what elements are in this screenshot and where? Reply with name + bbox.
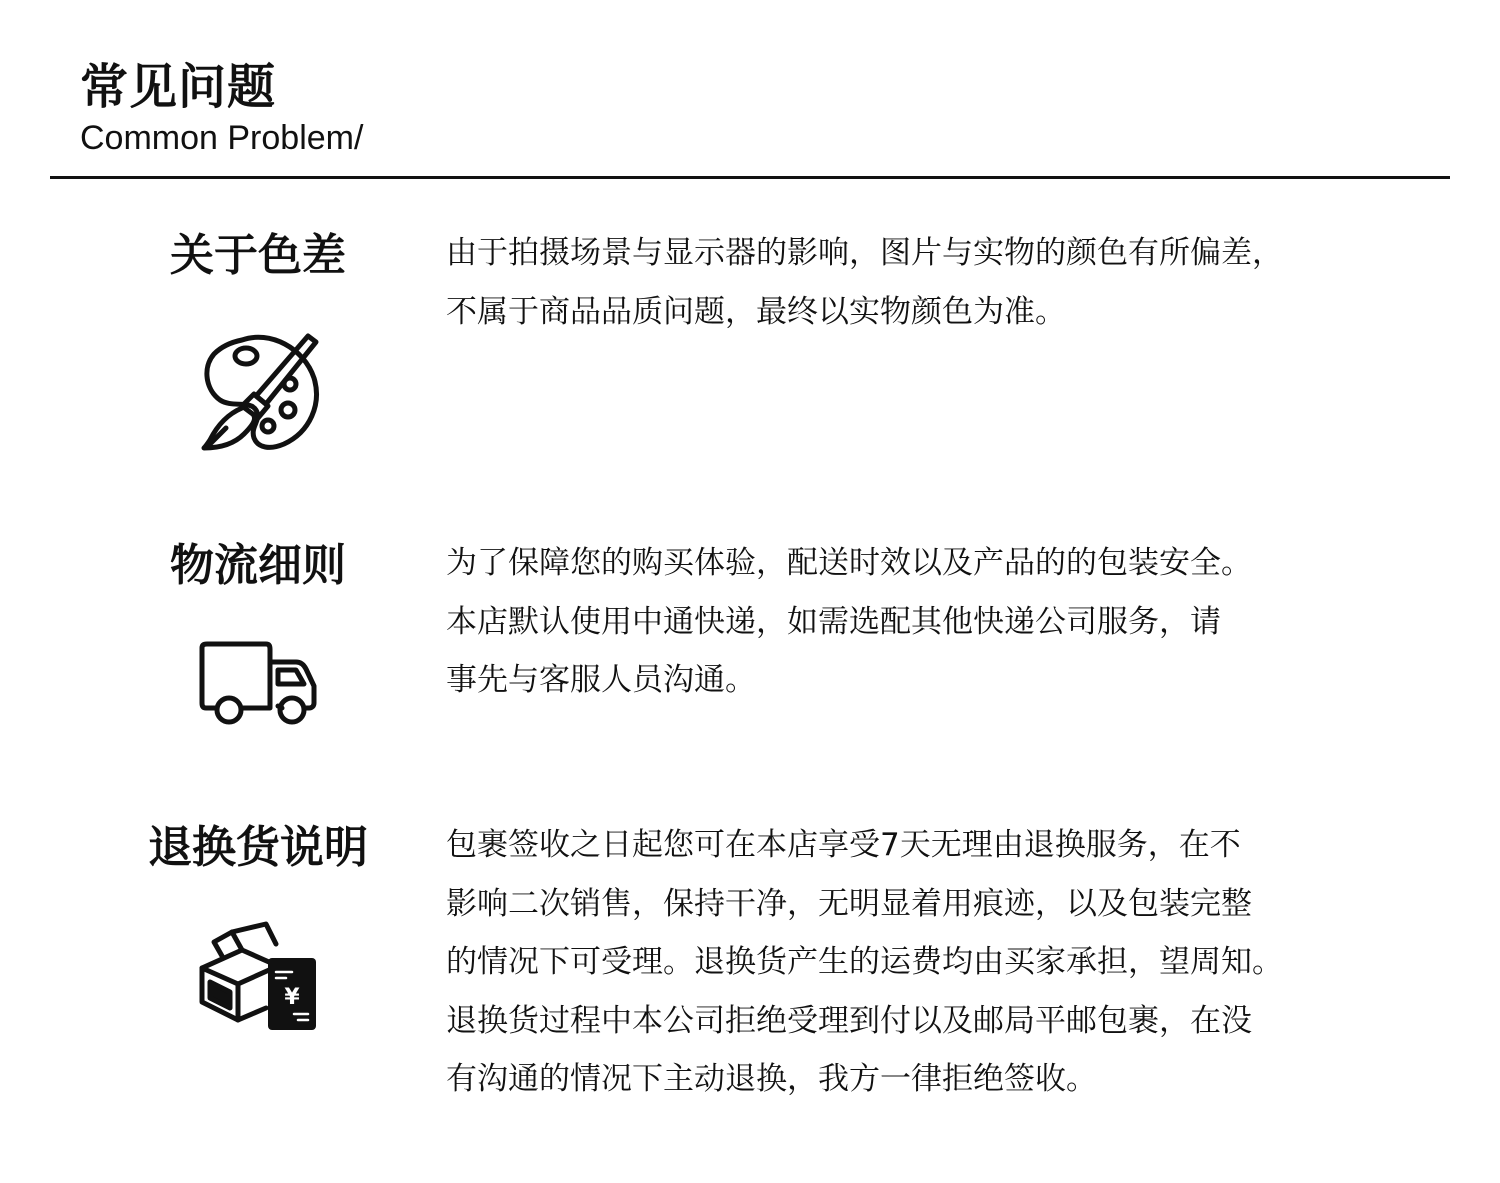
section-body xyxy=(446,224,1386,341)
body-line: 事先与客服人员沟通。 xyxy=(446,662,756,698)
body-line: 包裹签收之日起您可在本店享受7天无理由退换服务，在不 xyxy=(446,827,1241,863)
box-refund-icon xyxy=(196,920,322,1036)
delivery-truck-icon xyxy=(198,640,320,726)
body-line: 本店默认使用中通快递，如需选配其他快递公司服务，请 xyxy=(446,603,1221,640)
section-body xyxy=(446,816,1386,1109)
section-title: 退换货说明 xyxy=(148,822,368,873)
body-line: 为了保障您的购买体验，配送时效以及产品的的包装安全。 xyxy=(446,545,1252,581)
section-title: 物流细则 xyxy=(170,540,346,591)
body-line: 的情况下可受理。退换货产生的运费均由买家承担，望周知。 xyxy=(446,944,1283,980)
body-line: 不属于商品品质问题，最终以实物颜色为准。 xyxy=(446,293,1066,330)
palette-brush-icon xyxy=(196,328,322,452)
body-line: 有沟通的情况下主动退换，我方一律拒绝签收。 xyxy=(446,1061,1097,1097)
header-divider xyxy=(50,176,1450,179)
section-body xyxy=(446,534,1386,710)
page-title: 常见问题 xyxy=(80,59,277,115)
page-subtitle: Common Problem/ xyxy=(80,119,364,157)
body-line: 影响二次销售，保持干净，无明显着用痕迹，以及包装完整 xyxy=(446,885,1252,922)
body-line: 退换货过程中本公司拒绝受理到付以及邮局平邮包裹，在没 xyxy=(446,1002,1252,1039)
yen-symbol: ¥ xyxy=(284,985,300,1010)
section-title: 关于色差 xyxy=(170,230,346,281)
body-line: 由于拍摄场景与显示器的影响，图片与实物的颜色有所偏差， xyxy=(446,235,1283,271)
